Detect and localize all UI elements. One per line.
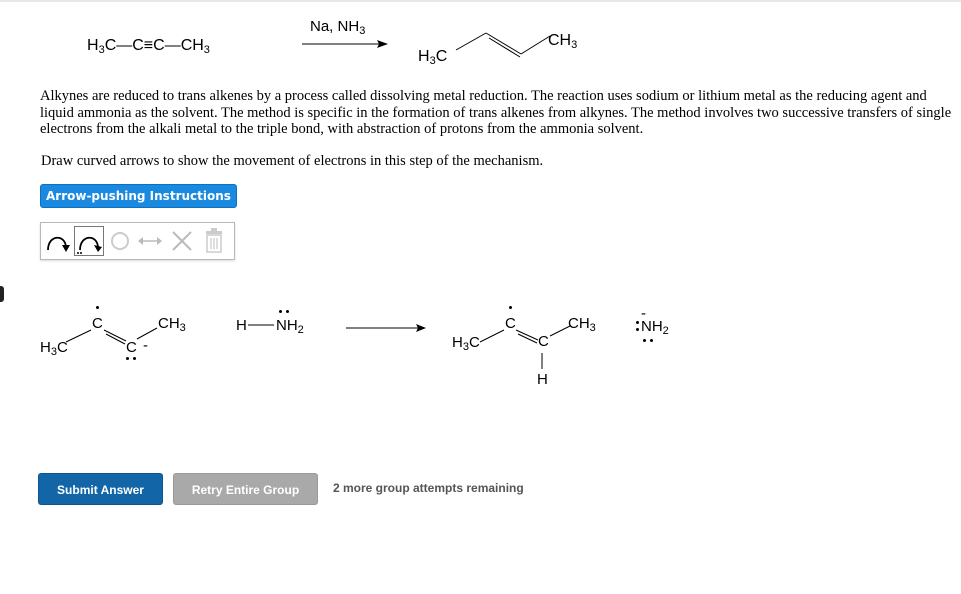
ammonia-nh2: $NH_2$ bbox=[276, 317, 304, 336]
product-ch3: $CH_3$ bbox=[548, 32, 578, 51]
nh-bond bbox=[247, 320, 275, 330]
amide-lone-pair-a1 bbox=[636, 321, 639, 324]
amide-lone-pair-a2 bbox=[636, 328, 639, 331]
amide-lone-pair-b1 bbox=[643, 339, 646, 342]
amide-charge: - bbox=[641, 305, 646, 322]
resonance-arrow-icon[interactable] bbox=[135, 226, 165, 256]
reactant-carbanion-carbon: C bbox=[126, 339, 137, 356]
left-edge-handle bbox=[0, 286, 4, 302]
reactant-h3c: $H_3C$ bbox=[40, 339, 68, 358]
carbanion-charge: - bbox=[143, 337, 148, 354]
amide-lone-pair-b2 bbox=[650, 339, 653, 342]
ammonia-hydrogen: H bbox=[236, 317, 247, 334]
product-new-hydrogen: H bbox=[537, 371, 548, 388]
ring-icon[interactable] bbox=[107, 226, 133, 256]
arrow-pushing-instructions-button[interactable]: Arrow-pushing Instructions bbox=[40, 184, 237, 208]
reactant-bonds bbox=[60, 322, 160, 348]
single-barb-arrow-icon[interactable] bbox=[74, 226, 104, 256]
product-bonds bbox=[476, 322, 572, 372]
reactant-radical-carbon: C bbox=[92, 315, 103, 332]
radical-electron-dot bbox=[96, 306, 99, 309]
top-divider bbox=[0, 0, 961, 2]
attempts-remaining-text: 2 more group attempts remaining bbox=[333, 481, 524, 495]
drawing-toolbar bbox=[40, 222, 235, 260]
product-protonated-carbon: C bbox=[538, 333, 549, 350]
double-barb-arrow-icon[interactable] bbox=[44, 226, 72, 256]
submit-answer-button[interactable]: Submit Answer bbox=[38, 473, 163, 505]
instruction-text: Draw curved arrows to show the movement of electrons in this step of the mechanism. bbox=[41, 153, 544, 169]
lone-pair-dot-1 bbox=[126, 357, 129, 360]
reaction-arrow-top bbox=[302, 38, 388, 50]
product-mech-h3c: $H_3C$ bbox=[452, 334, 480, 353]
delete-x-icon[interactable] bbox=[169, 226, 195, 256]
product-h3c: $H_3C$ bbox=[418, 48, 448, 67]
product-mech-ch3: $CH_3$ bbox=[568, 315, 596, 334]
product-radical-dot bbox=[509, 306, 512, 309]
lone-pair-dot-2 bbox=[133, 357, 136, 360]
reactant-ch3: $CH_3$ bbox=[158, 315, 186, 334]
trash-icon[interactable] bbox=[201, 226, 227, 256]
n-lone-pair-dot-1 bbox=[279, 310, 282, 313]
trans-alkene-skeleton bbox=[450, 30, 560, 65]
description-text: Alkynes are reduced to trans alkenes by a process called dissolving metal reduction. The reaction uses sodium or lithium metal as the reducing agent and liquid ammonia as the solvent. The method is specific in the formation of trans alkenes from alkynes. The method involves two successive transfers of single electrons from the alkali metal to the triple bond, with abstraction of protons from the ammonia solvent. bbox=[40, 88, 952, 137]
product-radical-carbon: C bbox=[505, 315, 516, 332]
n-lone-pair-dot-2 bbox=[286, 310, 289, 313]
reactant-alkyne: $H_3C—C\equiv C—CH_3$ bbox=[87, 37, 210, 56]
amide-nh2: $NH_2$ bbox=[641, 318, 669, 337]
reagent-label: Na, $NH_3$ bbox=[310, 18, 366, 37]
mechanism-arrow bbox=[346, 322, 426, 334]
retry-group-button[interactable]: Retry Entire Group bbox=[173, 473, 318, 505]
